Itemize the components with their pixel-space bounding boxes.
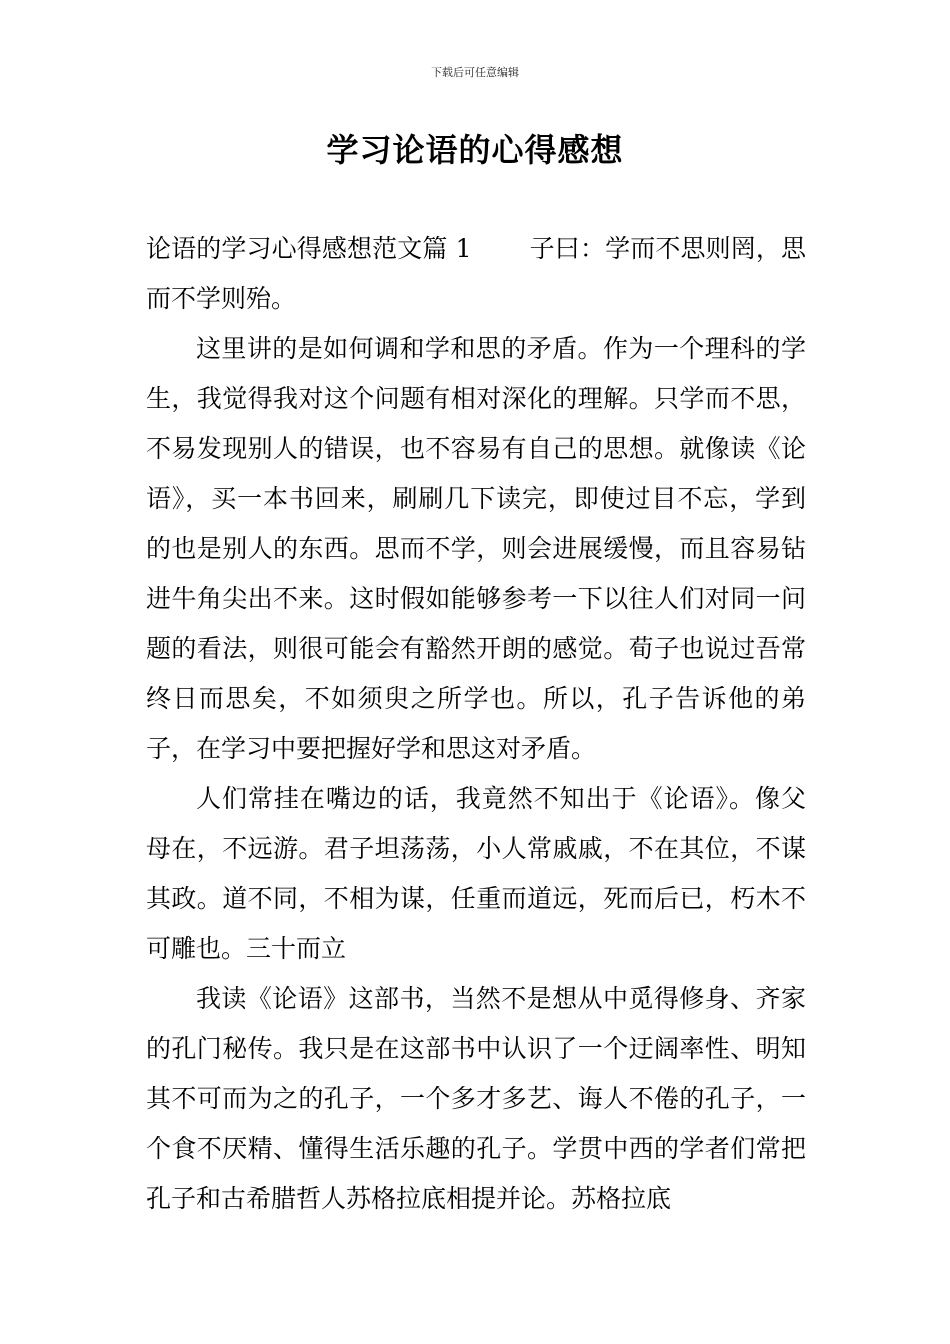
header-note: 下载后可任意编辑: [431, 66, 519, 79]
section-heading: 论语的学习心得感想范文篇 1: [146, 234, 472, 263]
opening-paragraph: [146, 224, 806, 324]
document-title: 学习论语的心得感想: [326, 131, 624, 169]
body-paragraph: 人们常挂在嘴边的话，我竟然不知出于《论语》。像父母在，不远游。君子坦荡荡，小人常戚戚，不在其位，不谋其政。道不同，不相为谋，任重而道远，死而后已，朽木不可雕也。三十而立: [146, 784, 806, 963]
body-paragraph: 我读《论语》这部书，当然不是想从中觅得修身、齐家的孔门秘传。我只是在这部书中认识了一个迂阔率性、明知其不可而为之的孔子，一个多才多艺、诲人不倦的孔子，一个食不厌精、懂得生活乐趣的孔子。学贯中西的学者们常把孔子和古希腊哲人苏格拉底相提并论。苏格拉底: [146, 984, 806, 1213]
body-paragraph: 这里讲的是如何调和学和思的矛盾。作为一个理科的学生，我觉得我对这个问题有相对深化的理解。只学而不思，不易发现别人的错误，也不容易有自己的思想。就像读《论语》，买一本书回来，刷刷几下读完，即使过目不忘，学到的也是别人的东西。思而不学，则会进展缓慢，而且容易钻进牛角尖出不来。这时假如能够参考一下以往人们对同一问题的看法，则很可能会有豁然开朗的感觉。荀子也说过吾常终日而思矣，不如须臾之所学也。所以，孔子告诉他的弟子，在学习中要把握好学和思这对矛盾。: [146, 334, 806, 763]
document-body: [146, 224, 806, 1224]
opening-quote: 子曰：学而不思则罔，思而不学则殆。: [146, 234, 806, 313]
